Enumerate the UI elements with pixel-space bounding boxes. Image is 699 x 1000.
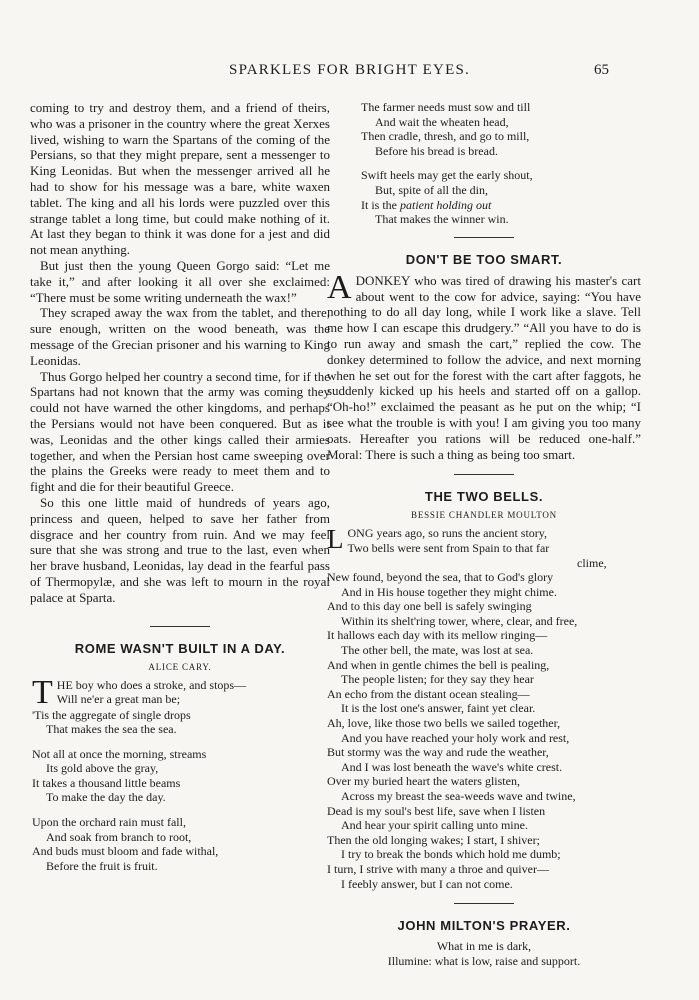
verse-line: ONG years ago, so runs the ancient story, bbox=[347, 526, 548, 541]
poem-author-moulton: BESSIE CHANDLER MOULTON bbox=[411, 510, 557, 521]
verse-line: I turn, I strive with many a throe and quiver— bbox=[327, 861, 549, 876]
stanza bbox=[32, 747, 330, 805]
verse-line: Before the fruit is fruit. bbox=[46, 858, 158, 873]
verse-line: Across my breast the sea-weeds wave and twine, bbox=[341, 789, 576, 803]
verse-line: An echo from the distant ocean stealing— bbox=[327, 686, 530, 701]
story-paragraph: Thus Gorgo helped her country a second time, for if the Spartans had not known that the army was coming they could not have warned the other kingdoms, and perhaps the Persians would not have been conquered. But as it was, Leonidas and the other kings called their armies together, and when the Persian host came sweeping over the plains the Greeks were ready to meet them and to fight and die for their beautiful Greece. bbox=[30, 368, 330, 495]
running-title: SPARKLES FOR BRIGHT EYES. bbox=[229, 62, 470, 78]
verse-line: HE boy who does a stroke, and stops— bbox=[56, 677, 247, 692]
verse-line: 'Tis the aggregate of single drops bbox=[32, 707, 191, 722]
story-smart bbox=[327, 268, 641, 463]
verse-line: Upon the orchard rain must fall, bbox=[32, 815, 186, 830]
page-number: 65 bbox=[594, 62, 609, 78]
verse-line: And you have reached your holy work and rest, bbox=[341, 730, 570, 745]
section-divider bbox=[454, 903, 514, 904]
right-column bbox=[327, 100, 641, 968]
drop-cap: L bbox=[327, 524, 344, 555]
poem-author-cary: ALICE CARY. bbox=[148, 661, 212, 672]
story-paragraph: But just then the young Queen Gorgo said: “Let me take it,” and after looking it all over she exclaimed: “There must be some writing underneath the wax!” bbox=[30, 257, 330, 305]
verse-line: And I was lost beneath the wave's white crest. bbox=[341, 759, 563, 774]
verse-line: Its gold above the gray, bbox=[46, 761, 159, 776]
section-divider bbox=[454, 237, 514, 238]
stanza bbox=[32, 673, 330, 737]
stanza bbox=[361, 100, 641, 158]
verse-line: It is the lost one's answer, faint yet clear. bbox=[341, 701, 536, 716]
italic-phrase: patient holding out bbox=[400, 197, 492, 212]
verse-line: Illumine: what is low, raise and support. bbox=[387, 953, 581, 968]
verse-line: Two bells were sent from Spain to that far bbox=[347, 540, 550, 555]
left-column bbox=[30, 100, 330, 883]
poem-rome bbox=[30, 673, 330, 874]
verse-line: What in me is dark, bbox=[436, 939, 532, 954]
poem-bells bbox=[327, 526, 641, 891]
verse-line: Swift heels may get the early shout, bbox=[361, 168, 533, 183]
verse-line: Ah, love, like those two bells we sailed together, bbox=[327, 716, 561, 731]
story-paragraph: They scraped away the wax from the tablet, and there, sure enough, written on the wood beneath, was the message of the Grecian prisoner and his warning to King Leonidas. bbox=[30, 305, 330, 368]
verse-line: And soak from branch to root, bbox=[46, 829, 192, 844]
verse-line: Within its shelt'ring tower, where, clear, and free, bbox=[341, 613, 578, 628]
verse-line: Then cradle, thresh, and go to mill, bbox=[361, 129, 530, 144]
verse-line: That makes the winner win. bbox=[375, 212, 509, 227]
verse-line: Dead is my soul's best life, save when I listen bbox=[327, 803, 546, 818]
verse-line: It takes a thousand little beams bbox=[32, 775, 181, 790]
poem-title-milton: JOHN MILTON'S PRAYER. bbox=[397, 918, 571, 934]
verse-line: And to this day one bell is safely swinging bbox=[327, 599, 532, 614]
story-paragraph: So this one little maid of hundreds of years ago, princess and queen, helped to save her father from disgrace and her country from ruin. And we may feel sure that she was strong and true to the last, even when her brave husband, Leonidas, lay dead in the fearful pass of Thermopylæ, and she was left to mourn in the royal palace at Sparta. bbox=[30, 494, 330, 605]
drop-cap: A bbox=[327, 268, 352, 306]
poem-title-rome: ROME WASN'T BUILT IN A DAY. bbox=[74, 640, 286, 656]
page-header bbox=[0, 62, 699, 84]
poem-milton bbox=[327, 939, 641, 968]
section-divider bbox=[150, 626, 210, 627]
verse-line: Then the old longing wakes; I start, I shiver; bbox=[327, 832, 540, 847]
verse-line: New found, beyond the sea, that to God's glory bbox=[327, 570, 554, 585]
verse-line: That makes the sea the sea. bbox=[46, 722, 177, 737]
verse-line: Before his bread is bread. bbox=[375, 143, 498, 158]
verse-line: And buds must bloom and fade withal, bbox=[32, 844, 219, 859]
verse-line: The farmer needs must sow and till bbox=[361, 100, 531, 114]
drop-cap: T bbox=[32, 673, 53, 711]
verse-line: To make the day the day. bbox=[46, 790, 166, 805]
verse-line: And wait the wheaten head, bbox=[375, 114, 509, 129]
verse-line: The other bell, the mate, was lost at sea. bbox=[341, 643, 534, 658]
verse-line: But, spite of all the din, bbox=[375, 182, 488, 197]
story-title-smart: DON'T BE TOO SMART. bbox=[405, 251, 563, 267]
verse-line: Will ne'er a great man be; bbox=[56, 692, 181, 707]
verse-line: And when in gentle chimes the bell is pealing, bbox=[327, 657, 550, 672]
verse-line: But stormy was the way and rude the weather, bbox=[327, 745, 549, 760]
stanza bbox=[32, 815, 330, 873]
verse-line: It hallows each day with its mellow ringing— bbox=[327, 628, 548, 643]
section-divider bbox=[454, 474, 514, 475]
verse-line: The people listen; for they say they hear bbox=[341, 672, 534, 687]
verse-line: I feebly answer, but I can not come. bbox=[341, 876, 513, 891]
story-paragraph: coming to try and destroy them, and a friend of theirs, who was a prisoner in the country where the great Xerxes lived, wishing to warn the Spartans of the coming of the Persians, so that they might prepare, sent a messenger to King Leonidas. But when the messenger arrived all he had to show for his message was a bare, white waxen tablet. The king and all his lords were puzzled over this strange tablet a long time, but could make nothing of it. At last they began to think it was done for a jest and did not mean anything. bbox=[30, 100, 330, 258]
story-paragraph: DONKEY who was tired of drawing his master's cart about went to the cow for advice, saying: “You have nothing to do all day long, while I work like a slave. Tell me how I can escape this drudgery.” “All you have to do is to run away and smash the cart,” replied the cow. The donkey determined to follow the advice, and next morning when he set out for the forest with the cart after faggots, he suddenly kicked up his heels and started off on a gallop. “Oh-ho!” exclaimed the peasant as he put on the whip; “I see what the trouble is with you! I am giving you too many oats. Hereafter you rations will be reduced one-half.” Moral: There is such a thing as being too smart. bbox=[327, 272, 641, 462]
stanza bbox=[361, 168, 641, 226]
poem-title-bells: THE TWO BELLS. bbox=[424, 489, 544, 505]
verse-line-italic: It is the patient holding out bbox=[361, 197, 492, 212]
verse-line: And in His house together they might chime. bbox=[341, 584, 557, 599]
verse-line: And hear your spirit calling unto mine. bbox=[341, 818, 528, 833]
verse-line: Not all at once the morning, streams bbox=[32, 746, 207, 761]
verse-line: Over my buried heart the waters glisten, bbox=[327, 774, 520, 789]
poem-rome-continued bbox=[327, 100, 641, 227]
verse-line: I try to break the bonds which hold me dumb; bbox=[341, 847, 561, 862]
verse-line: clime, bbox=[577, 555, 607, 570]
